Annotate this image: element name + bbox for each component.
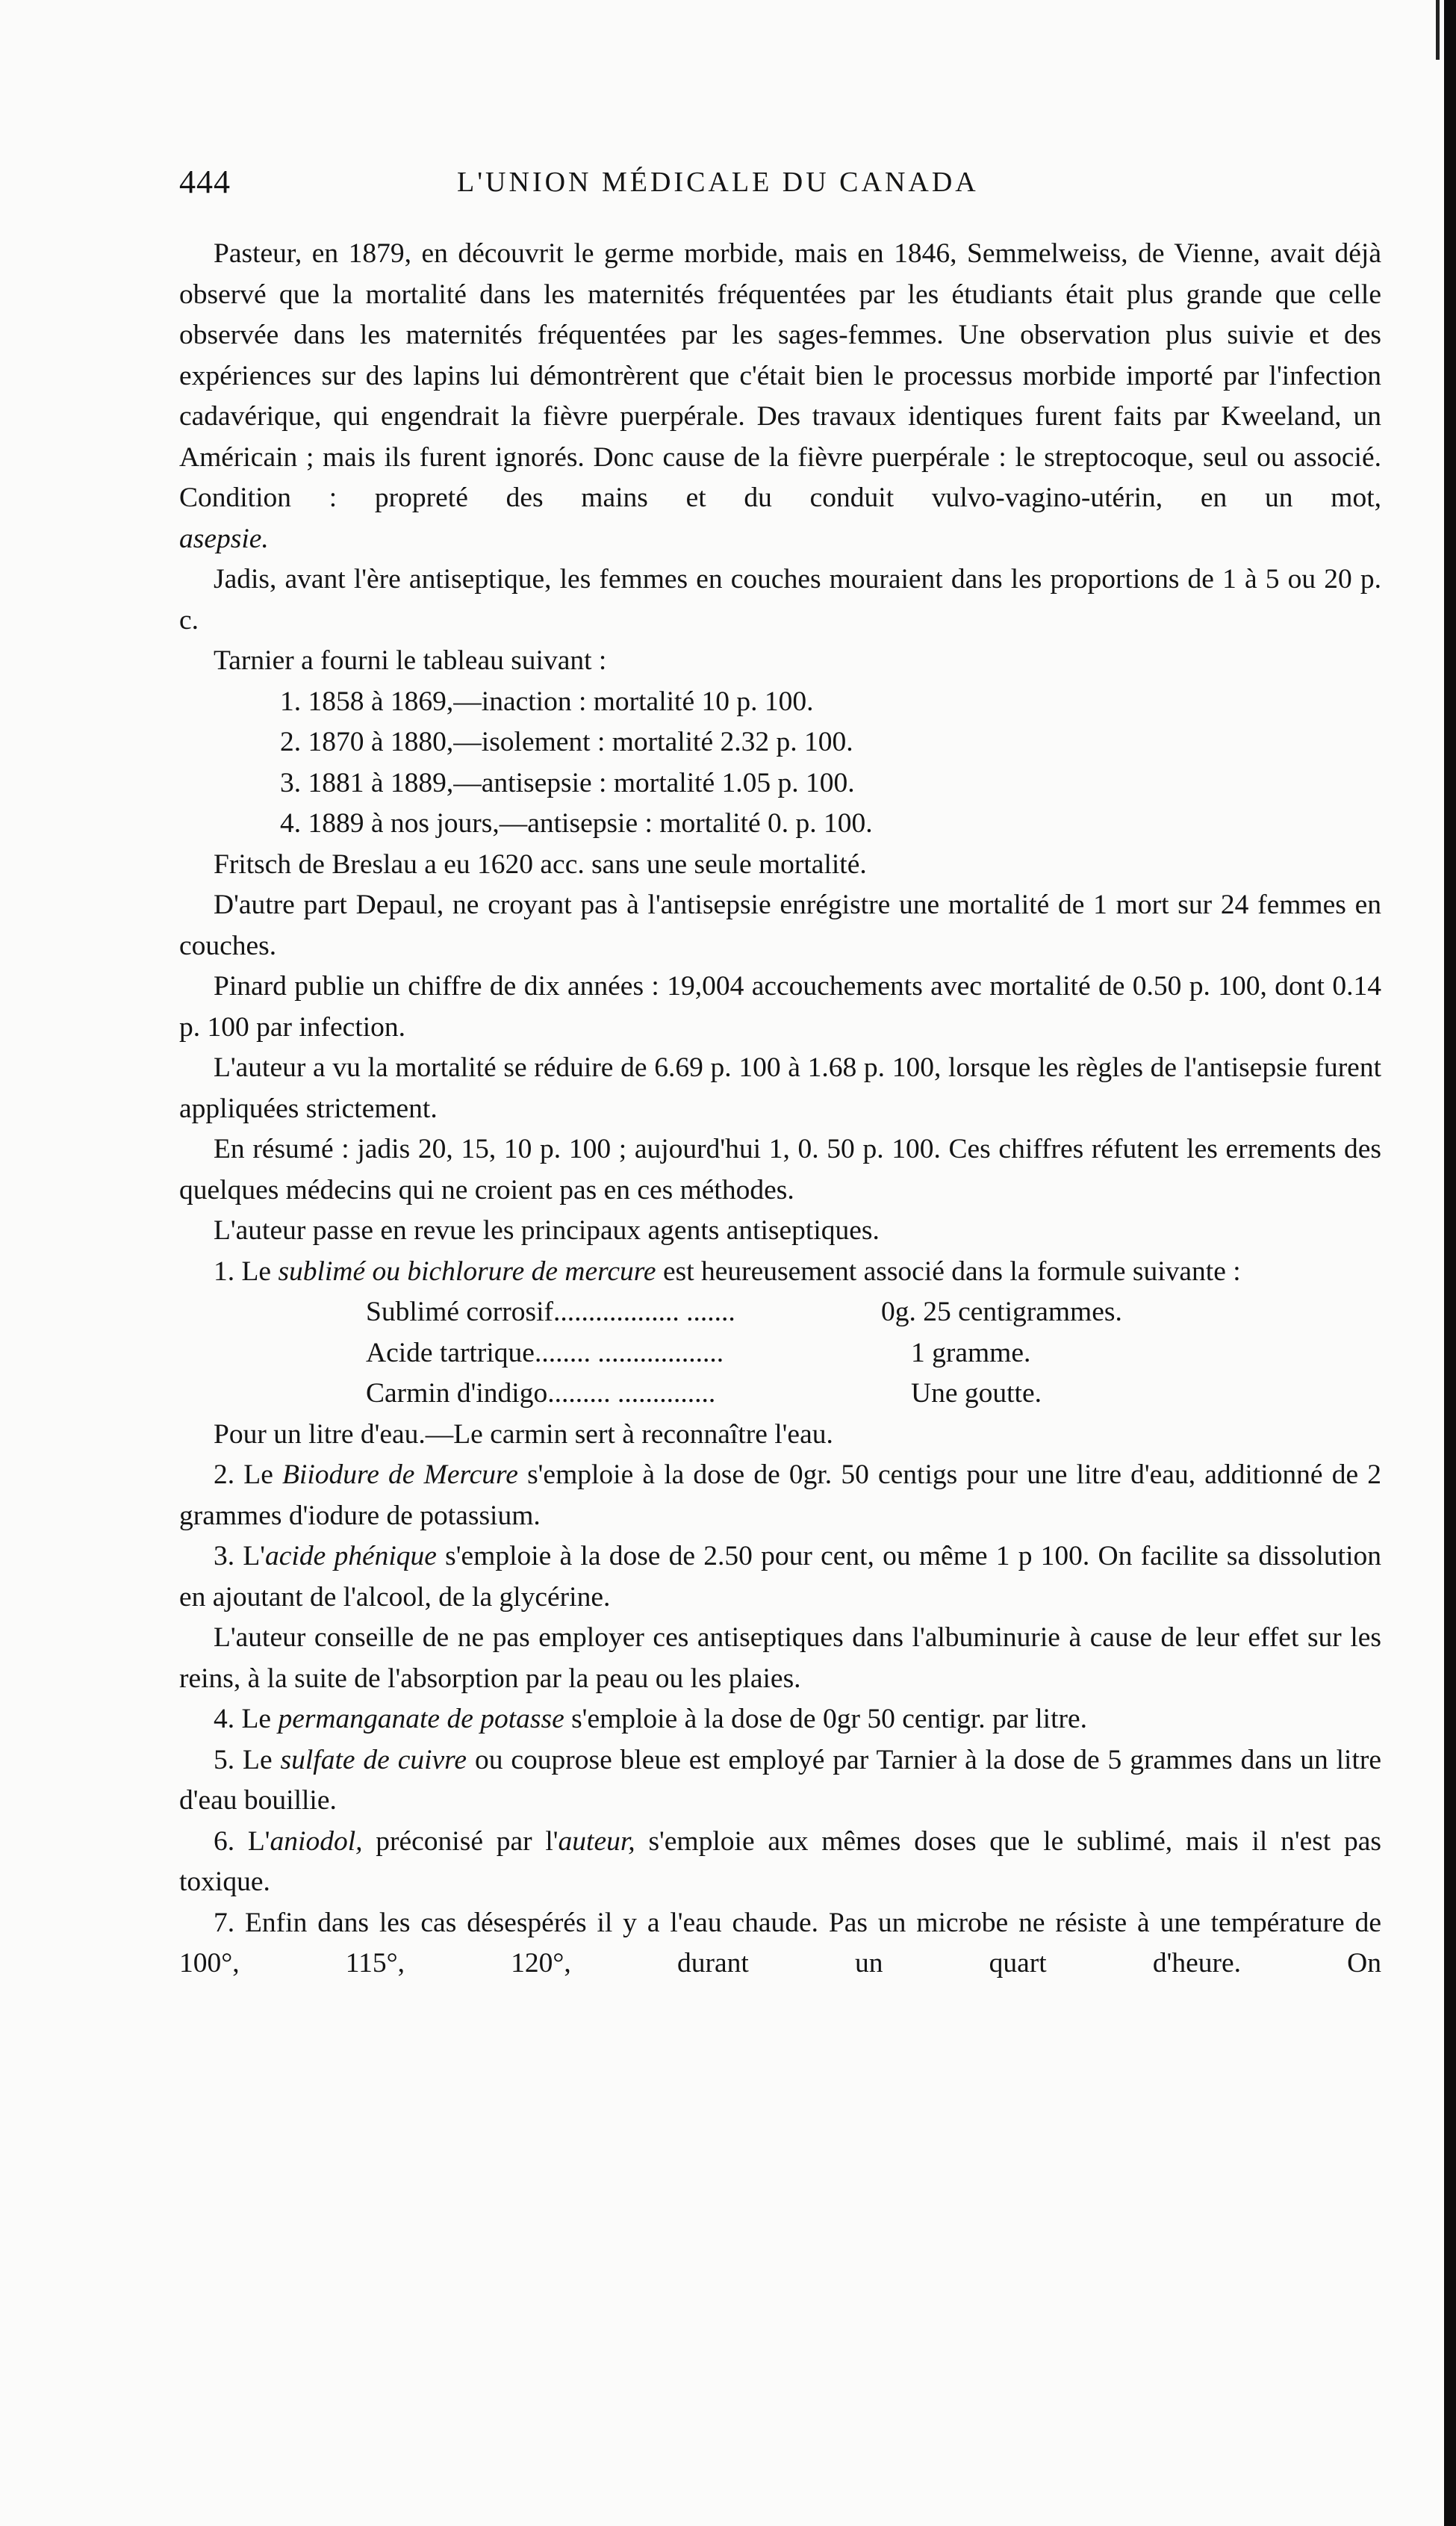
- paragraph-auteur-mortalite: L'auteur a vu la mortalité se réduire de 6.69 p. 100 à 1.68 p. 100, lorsque les règles de l'antisepsie furent appliquées strictement.: [179, 1052, 1381, 1124]
- paragraph-sublime: [179, 1252, 1381, 1293]
- emphasis-auteur: auteur,: [558, 1825, 635, 1857]
- list-item: 1. 1858 à 1869,—inaction : mortalité 10 p. 100.: [280, 686, 814, 717]
- formula-leader-dots: .................. .......: [553, 1297, 735, 1327]
- formula-row: [366, 1333, 1381, 1374]
- paragraph-tarnier-intro: Tarnier a fourni le tableau suivant :: [214, 645, 607, 676]
- emphasis-sublime: sublimé ou bichlorure de mercure: [278, 1256, 656, 1287]
- paragraph-text: s'emploie à la dose de 0gr. 50 centigs pour une litre d'eau, additionné de 2 grammes d'iodure de potassium.: [179, 1459, 1381, 1531]
- formula-dose: 1 gramme.: [911, 1337, 1031, 1368]
- paragraph-permanganate: [179, 1699, 1381, 1740]
- tarnier-mortality-list: [179, 682, 1381, 845]
- formula-ingredient: Acide tartrique: [366, 1337, 535, 1368]
- formula-dose: Une goutte.: [911, 1378, 1042, 1409]
- paragraph-text: préconisé par l': [376, 1825, 559, 1857]
- paragraph-biiodure: [179, 1455, 1381, 1536]
- list-item: 2. 1870 à 1880,—isolement : mortalité 2.32 p. 100.: [280, 727, 853, 757]
- page-number: 444: [179, 164, 231, 200]
- paragraph-text: ou couprose bleue est employé par Tarnier à la dose de 5 grammes dans un litre d'eau bouillie.: [179, 1744, 1382, 1816]
- paragraph-en-resume: En résumé : jadis 20, 15, 10 p. 100 ; aujourd'hui 1, 0. 50 p. 100. Ces chiffres réfutent les errements des quelques médecins qui ne croient pas en ces méthodes.: [179, 1134, 1381, 1205]
- paragraph-eau-chaude: 7. Enfin dans les cas désespérés il y a l'eau chaude. Pas un microbe ne résiste à une température de 100°, 115°, 120°, durant un quart d'heure. On: [179, 1907, 1381, 1979]
- formula-ingredient: Sublimé corrosif: [366, 1297, 554, 1327]
- formula-row: [366, 1374, 1381, 1415]
- paragraph-text: s'emploie à la dose de 2.50 pour cent, ou même 1 p 100. On facilite sa dissolution en ajoutant de l'alcool, de la glycérine.: [179, 1541, 1381, 1613]
- paragraph-text: 4. Le: [214, 1704, 272, 1734]
- emphasis-permanganate: permanganate de potasse: [278, 1704, 564, 1734]
- paragraph-sulfate-cuivre: [179, 1740, 1381, 1822]
- paragraph-aniodol: [179, 1822, 1381, 1903]
- paragraph-pinard: Pinard publie un chiffre de dix années : 19,004 accouchements avec mortalité de 0.50 p. 100, dont 0.14 p. 100 par infection.: [179, 971, 1381, 1043]
- paragraph-agents-intro: L'auteur passe en revue les principaux agents antiseptiques.: [214, 1215, 880, 1246]
- page-edge-mark: [1436, 0, 1440, 60]
- emphasis-acide-phenique: acide phénique: [265, 1541, 437, 1571]
- paragraph-depaul: D'autre part Depaul, ne croyant pas à l'antisepsie enrégistre une mortalité de 1 mort sur 24 femmes en couches.: [179, 890, 1381, 961]
- paragraph-text: 5. Le: [214, 1744, 273, 1775]
- formula-table: [366, 1292, 1381, 1415]
- paragraph-text: 6. L': [214, 1825, 270, 1857]
- emphasis-biiodure: Biiodure de Mercure: [282, 1459, 518, 1490]
- paragraph-jadis: Jadis, avant l'ère antiseptique, les femmes en couches mouraient dans les proportions de 1 à 5 ou 20 p. c.: [179, 564, 1381, 636]
- paragraph-semmelweiss: [179, 234, 1381, 559]
- running-title: L'UNION MÉDICALE DU CANADA: [457, 167, 979, 198]
- formula-ingredient: Carmin d'indigo: [366, 1378, 548, 1409]
- emphasis-asepsie: asepsie.: [179, 523, 269, 554]
- list-item: 3. 1881 à 1889,—antisepsie : mortalité 1.05 p. 100.: [280, 767, 855, 798]
- list-item: 4. 1889 à nos jours,—antisepsie : mortalité 0. p. 100.: [280, 808, 873, 839]
- paragraph-fritsch: Fritsch de Breslau a eu 1620 acc. sans une seule mortalité.: [214, 848, 867, 880]
- paragraph-text: 1. Le: [214, 1256, 272, 1287]
- paragraph-albuminurie: L'auteur conseille de ne pas employer ces antiseptiques dans l'albuminurie à cause de leur effet sur les reins, à la suite de l'absorption par la peau ou les plaies.: [179, 1622, 1381, 1694]
- page-body: [179, 234, 1381, 1985]
- page-edge-shadow: [1444, 0, 1456, 2526]
- paragraph-text: 3. L': [214, 1541, 266, 1571]
- paragraph-text: est heureusement associé dans la formule suivante :: [662, 1256, 1241, 1287]
- paragraph-litre-eau: Pour un litre d'eau.—Le carmin sert à reconnaître l'eau.: [214, 1418, 833, 1450]
- paragraph-text: Pasteur, en 1879, en découvrit le germe morbide, mais en 1846, Semmelweiss, de Vienne, avait déjà observé que la mortalité dans les maternités fréquentées par les étudiants était plus grande que celle observée dans les maternités fréquentées par les sages-femmes. Une observation plus suivie et des expériences sur des lapins lui démontrèrent que c'était bien le processus morbide importé par l'infection cadavérique, qui engendrait la fièvre puerpérale. Des travaux identiques furent faits par Kweeland, un Américain ; mais ils furent ignorés. Donc cause de la fièvre puerpérale : le streptocoque, seul ou associé. Condition : propreté des mains et du conduit vulvo-vagino-utérin, en un mot,: [179, 238, 1381, 513]
- paragraph-acide-phenique: [179, 1536, 1381, 1618]
- formula-leader-dots: ........ ..................: [534, 1337, 724, 1368]
- paragraph-text: 2. Le: [214, 1459, 273, 1490]
- formula-dose: 0g. 25 centigrammes.: [881, 1297, 1122, 1327]
- paragraph-text: s'emploie à la dose de 0gr 50 centigr. par litre.: [571, 1704, 1088, 1734]
- paragraph-text: s'emploie aux mêmes doses que le sublimé, mais il n'est pas toxique.: [179, 1825, 1382, 1897]
- formula-row: [366, 1292, 1381, 1333]
- formula-leader-dots: ......... ..............: [547, 1378, 716, 1409]
- emphasis-sulfate-cuivre: sulfate de cuivre: [280, 1744, 467, 1775]
- emphasis-aniodol: aniodol,: [270, 1825, 363, 1857]
- page-header: [179, 163, 1120, 208]
